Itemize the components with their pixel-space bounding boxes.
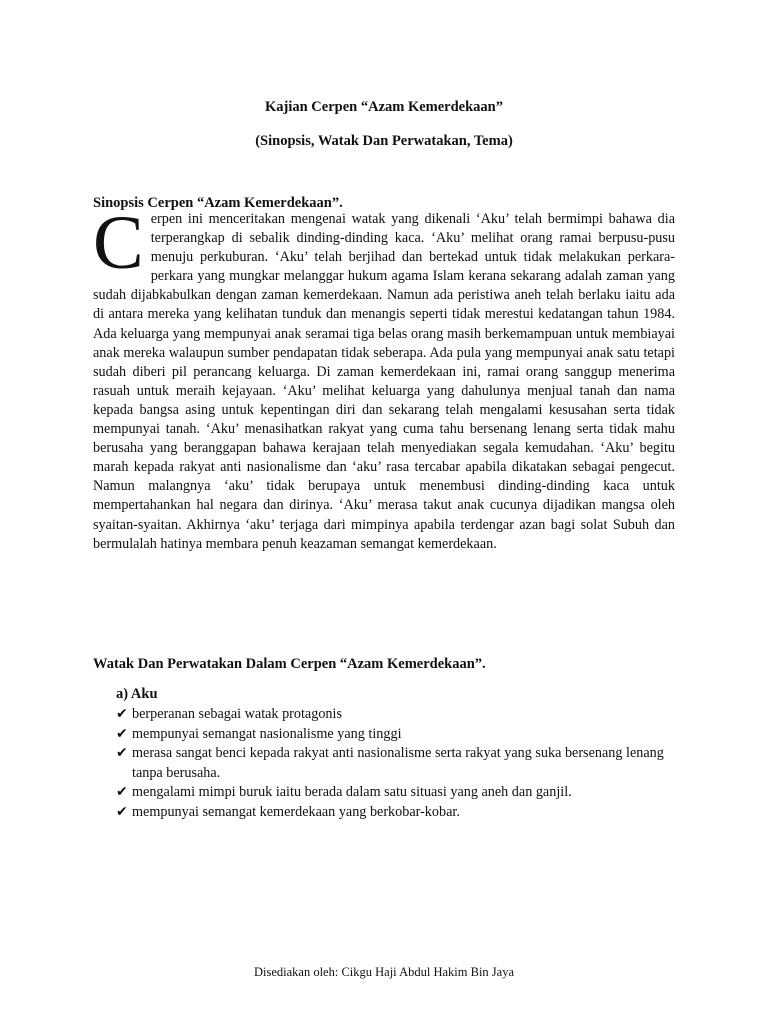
- checkmark-icon: ✔: [116, 706, 128, 722]
- drop-cap: C: [93, 201, 144, 285]
- trait-list: [116, 705, 676, 822]
- characters-heading: Watak Dan Perwatakan Dalam Cerpen “Azam Kemerdekaan”.: [93, 656, 486, 672]
- document-title: Kajian Cerpen “Azam Kemerdekaan”: [264, 99, 503, 115]
- document-subtitle: (Sinopsis, Watak Dan Perwatakan, Tema): [255, 133, 513, 149]
- checkmark-icon: ✔: [116, 803, 128, 820]
- list-item: [116, 725, 676, 745]
- trait-text: mempunyai semangat kemerdekaan yang berkobar-kobar.: [132, 803, 460, 820]
- checkmark-icon: ✔: [116, 745, 128, 761]
- list-item: [116, 744, 676, 783]
- synopsis-heading: Sinopsis Cerpen “Azam Kemerdekaan”.: [93, 195, 343, 211]
- list-item: [116, 705, 676, 725]
- trait-text: mempunyai semangat nasionalisme yang tinggi: [132, 725, 402, 742]
- synopsis-body: erpen ini menceritakan mengenai watak yang dikenali ‘Aku’ telah bermimpi bahawa dia terperangkap di sebalik dinding-dinding kaca. ‘Aku’ melihat orang ramai berpusu-pusu menuju perkuburan. ‘Aku’ telah berjihad dan bertekad untuk tidak melakukan perkara-perkara yang mungkar melanggar hukum agama Islam kerana sekarang adalah zaman yang sudah dijabkabulkan dengan zaman kemerdekaan. Namun ada peristiwa aneh telah berlaku iaitu ada di antara mereka yang kelihatan tunduk dan menangis seperti tidak merestui kedatangan tahun 1984. Ada keluarga yang mempunyai anak seramai tiga belas orang masih berkemampuan untuk membiayai anak mereka walaupun sumber pendapatan tidak seberapa. Ada pula yang mempunyai anak satu tetapi sudah diberi pil perancang keluarga. Di zaman kemerdekaan ini, ramai orang sanggup menerima rasuah untuk meraih kejayaan. ‘Aku’ melihat keluarga yang dahulunya menjual tanah dan nama kepada bangsa asing untuk kepentingan diri dan sekarang telah mengalami kesusahan serta tidak mempunyai tanah. ‘Aku’ menasihatkan rakyat yang cuma tahu bersenang lenang serta tidak mahu berusaha yang beranggapan bahawa kerajaan telah menyediakan segala kemudahan. ‘Aku’ begitu marah kepada rakyat anti nasionalisme dan ‘aku’ rasa tercabar apabila dikatakan sebagai pengecut. Namun malangnya ‘aku’ tidak berupaya untuk menembusi dinding-dinding kaca untuk mempertahankan hal negara dan dirinya. ‘Aku’ merasa takut anak cucunya dijadikan mangsa oleh syaitan-syaitan. Akhirnya ‘aku’ terjaga dari mimpinya apabila terdengar azan bagi solat Subuh dan bermulalah hatinya membara penuh keazaman semangat kemerdekaan.: [93, 211, 675, 552]
- character-aku-heading: a) Aku: [116, 686, 158, 702]
- trait-text: merasa sangat benci kepada rakyat anti nasionalisme serta rakyat yang suka bersenang lenang tanpa berusaha.: [132, 745, 664, 781]
- trait-text: berperanan sebagai watak protagonis: [132, 706, 342, 722]
- list-item: [116, 783, 676, 803]
- checkmark-icon: ✔: [116, 784, 128, 800]
- list-item: [116, 803, 676, 823]
- checkmark-icon: ✔: [116, 725, 128, 742]
- trait-text: mengalami mimpi buruk iaitu berada dalam satu situasi yang aneh dan ganjil.: [132, 784, 572, 800]
- page-footer: Disediakan oleh: Cikgu Haji Abdul Hakim Bin Jaya: [253, 965, 515, 979]
